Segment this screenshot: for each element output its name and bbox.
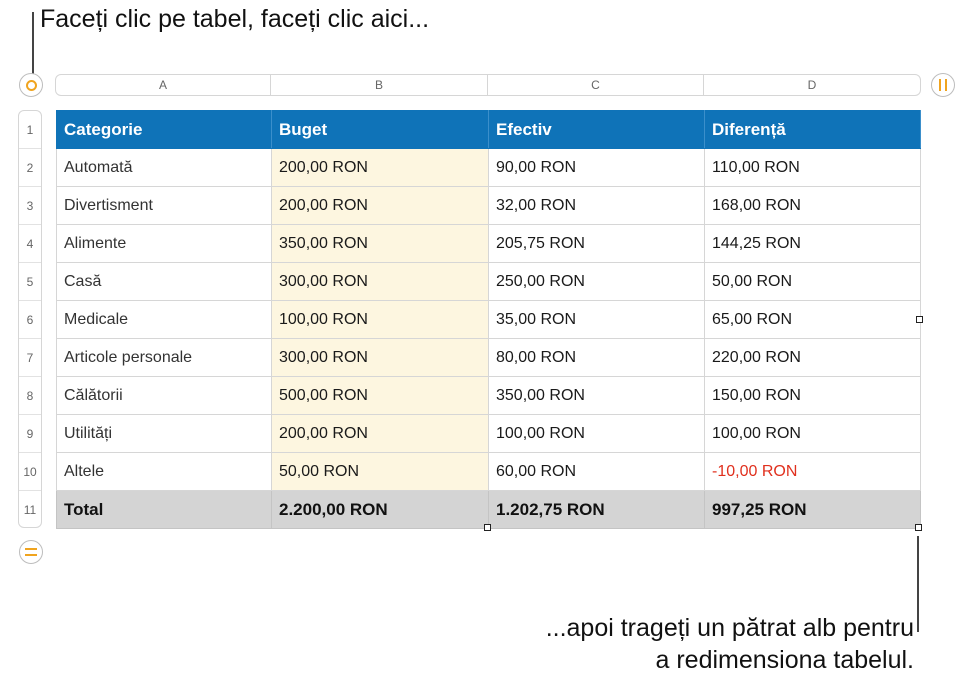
add-row-button[interactable] <box>19 540 43 564</box>
cell-budget[interactable]: 300,00 RON <box>272 263 489 301</box>
cell-total-budget[interactable]: 2.200,00 RON <box>272 491 489 529</box>
cell-budget[interactable]: 50,00 RON <box>272 453 489 491</box>
cell-actual[interactable]: 80,00 RON <box>489 339 705 377</box>
row-header[interactable]: 7 <box>19 339 41 377</box>
table-row <box>57 225 921 263</box>
equal-bars-icon <box>25 548 37 556</box>
pause-bars-icon <box>939 79 947 91</box>
cell-total-label[interactable]: Total <box>57 491 272 529</box>
table-row <box>57 149 921 187</box>
column-header-a[interactable]: A <box>56 75 271 95</box>
cell-category[interactable]: Casă <box>57 263 272 301</box>
row-header[interactable]: 3 <box>19 187 41 225</box>
callout-text-bottom <box>546 612 914 676</box>
row-header[interactable]: 9 <box>19 415 41 453</box>
cell-actual[interactable]: 60,00 RON <box>489 453 705 491</box>
column-header-c[interactable]: C <box>488 75 704 95</box>
budget-table[interactable] <box>56 110 921 529</box>
cell-category[interactable]: Medicale <box>57 301 272 339</box>
cell-difference[interactable]: 100,00 RON <box>705 415 921 453</box>
cell-actual[interactable]: 350,00 RON <box>489 377 705 415</box>
table-row <box>57 263 921 301</box>
cell-budget[interactable]: 200,00 RON <box>272 187 489 225</box>
row-header[interactable]: 4 <box>19 225 41 263</box>
cell-difference[interactable]: 65,00 RON <box>705 301 921 339</box>
header-cell-category[interactable]: Categorie <box>57 111 272 149</box>
resize-handle-bottom[interactable] <box>484 524 491 531</box>
cell-category[interactable]: Utilități <box>57 415 272 453</box>
row-header[interactable]: 11 <box>23 503 37 517</box>
cell-difference[interactable]: 144,25 RON <box>705 225 921 263</box>
column-header-bar[interactable] <box>55 74 921 96</box>
table-row <box>57 377 921 415</box>
row-header[interactable]: 1 <box>19 111 41 149</box>
table-row <box>57 415 921 453</box>
select-table-button[interactable] <box>19 73 43 97</box>
cell-budget[interactable]: 100,00 RON <box>272 301 489 339</box>
column-header-d[interactable]: D <box>807 78 817 92</box>
cell-actual[interactable]: 100,00 RON <box>489 415 705 453</box>
cell-category[interactable]: Călătorii <box>57 377 272 415</box>
cell-actual[interactable]: 250,00 RON <box>489 263 705 301</box>
table-row <box>57 187 921 225</box>
cell-category[interactable]: Divertisment <box>57 187 272 225</box>
cell-budget[interactable]: 300,00 RON <box>272 339 489 377</box>
callout-bottom-line2: a redimensiona tabelul. <box>655 646 914 674</box>
cell-actual[interactable]: 90,00 RON <box>489 149 705 187</box>
cell-budget[interactable]: 200,00 RON <box>272 149 489 187</box>
circle-icon <box>26 80 37 91</box>
callout-bottom-line1: ...apoi trageți un pătrat alb pentru <box>545 614 914 642</box>
cell-difference-negative[interactable]: -10,00 RON <box>705 453 921 491</box>
add-column-button[interactable] <box>931 73 955 97</box>
cell-difference[interactable]: 50,00 RON <box>705 263 921 301</box>
row-header[interactable]: 5 <box>19 263 41 301</box>
callout-pointer-line-top <box>32 12 34 74</box>
row-header[interactable]: 10 <box>19 453 41 491</box>
table-row <box>57 453 921 491</box>
cell-total-actual[interactable]: 1.202,75 RON <box>489 491 705 529</box>
row-header[interactable]: 8 <box>19 377 41 415</box>
cell-difference[interactable]: 168,00 RON <box>705 187 921 225</box>
cell-category[interactable]: Articole personale <box>57 339 272 377</box>
cell-budget[interactable]: 350,00 RON <box>272 225 489 263</box>
cell-budget[interactable]: 500,00 RON <box>272 377 489 415</box>
header-cell-actual[interactable]: Efectiv <box>489 111 705 149</box>
callout-text-top: Faceți clic pe tabel, faceți clic aici... <box>40 5 430 33</box>
cell-difference[interactable]: 220,00 RON <box>705 339 921 377</box>
cell-category[interactable]: Alimente <box>57 225 272 263</box>
cell-category[interactable]: Altele <box>57 453 272 491</box>
table-header-row <box>57 111 921 149</box>
header-cell-budget[interactable]: Buget <box>272 111 489 149</box>
cell-actual[interactable]: 32,00 RON <box>489 187 705 225</box>
cell-actual[interactable]: 205,75 RON <box>489 225 705 263</box>
table-row <box>57 339 921 377</box>
row-header-bar[interactable] <box>18 110 42 528</box>
row-header[interactable]: 6 <box>19 301 41 339</box>
cell-category[interactable]: Automată <box>57 149 272 187</box>
row-header[interactable]: 2 <box>19 149 41 187</box>
cell-budget[interactable]: 200,00 RON <box>272 415 489 453</box>
table-total-row <box>57 491 921 529</box>
table-row <box>57 301 921 339</box>
header-cell-difference[interactable]: Diferență <box>705 111 921 149</box>
cell-total-difference[interactable]: 997,25 RON <box>705 491 921 529</box>
resize-handle-right[interactable] <box>916 316 923 323</box>
cell-difference[interactable]: 150,00 RON <box>705 377 921 415</box>
cell-difference[interactable]: 110,00 RON <box>705 149 921 187</box>
cell-actual[interactable]: 35,00 RON <box>489 301 705 339</box>
column-header-b[interactable]: B <box>271 75 488 95</box>
callout-pointer-line-bottom <box>917 536 919 632</box>
resize-handle-corner[interactable] <box>915 524 922 531</box>
